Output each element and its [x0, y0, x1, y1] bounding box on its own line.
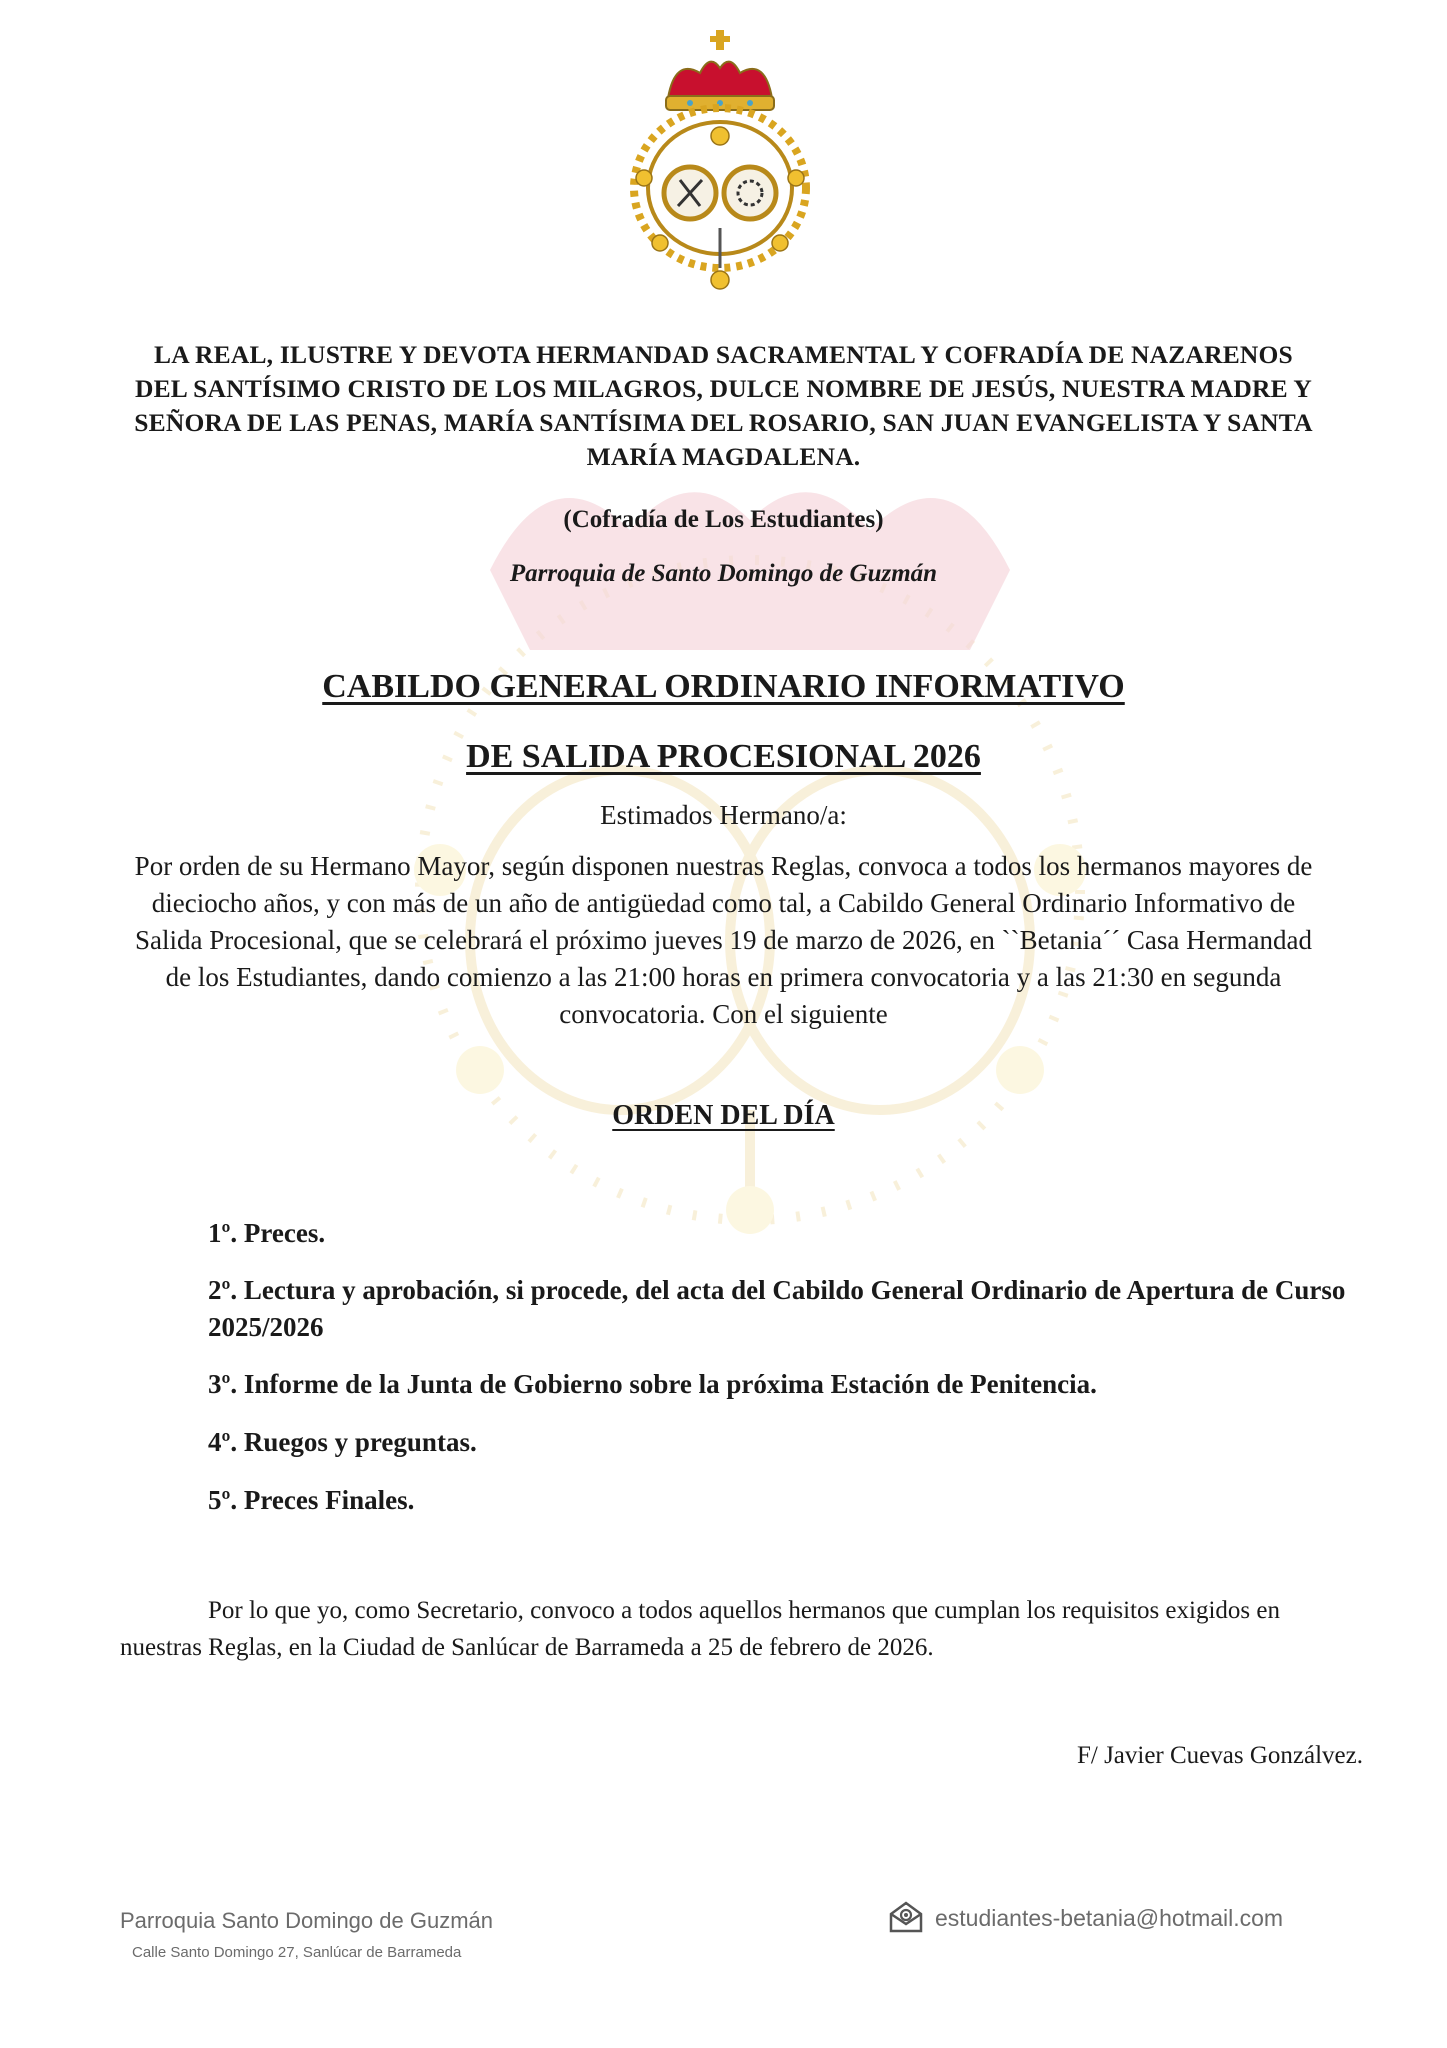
greeting: Estimados Hermano/a:	[600, 800, 847, 830]
document-title-line-1: CABILDO GENERAL ORDINARIO INFORMATIVO	[322, 668, 1125, 705]
envelope-at-icon	[888, 1900, 924, 1934]
footer-address: Calle Santo Domingo 27, Sanlúcar de Barrameda	[132, 1944, 462, 1961]
document-title-line-2: DE SALIDA PROCESIONAL 2026	[466, 738, 981, 775]
agenda-item: 5º. Preces Finales.	[208, 1485, 415, 1515]
cofradia-name: (Cofradía de Los Estudiantes)	[563, 506, 884, 533]
agenda-item: 1º. Preces.	[208, 1218, 326, 1248]
agenda-item: 3º. Informe de la Junta de Gobierno sobre la próxima Estación de Penitencia.	[208, 1369, 1097, 1399]
brotherhood-crest-icon	[620, 28, 820, 298]
closing-paragraph: Por lo que yo, como Secretario, convoco a todos aquellos hermanos que cumplan los requisitos exigidos en nuestras Reglas, en la Ciudad de Sanlúcar de Barrameda a 25 de febrero de 2026.	[120, 1597, 1280, 1661]
agenda-item: 2º. Lectura y aprobación, si procede, del acta del Cabildo General Ordinario de Apertura de Curso 2025/2026	[208, 1275, 1346, 1342]
footer-email-link[interactable]: estudiantes-betania@hotmail.com	[935, 1905, 1284, 1931]
secretary-signature: F/ Javier Cuevas Gonzálvez.	[1076, 1742, 1363, 1769]
agenda-item: 4º. Ruegos y preguntas.	[208, 1427, 477, 1457]
parroquia-line: Parroquia de Santo Domingo de Guzmán	[509, 560, 938, 587]
footer-parroquia: Parroquia Santo Domingo de Guzmán	[120, 1908, 493, 1933]
convocation-paragraph: Por orden de su Hermano Mayor, según disponen nuestras Reglas, convoca a todos los hermanos mayores de dieciocho años, y con más de un año de antigüedad como tal, a Cabildo General Ordinario Informativo de Salida Procesional, que se celebrará el próximo jueves 19 de marzo de 2026, en ``Betania´´ Casa Hermandad de los Estudiantes, dando comienzo a las 21:00 horas en primera convocatoria y a las 21:30 en segunda convocatoria. Con el siguiente	[134, 851, 1313, 1029]
agenda-heading: ORDEN DEL DÍA	[612, 1100, 835, 1131]
brotherhood-full-name: LA REAL, ILUSTRE Y DEVOTA HERMANDAD SACRAMENTAL Y COFRADÍA DE NAZARENOS DEL SANTÍSIMO CRISTO DE LOS MILAGROS, DULCE NOMBRE DE JESÚS, NUESTRA MADRE Y SEÑORA DE LAS PENAS, MARÍA SANTÍSIMA DEL ROSARIO, SAN JUAN EVANGELISTA Y SANTA MARÍA MAGDALENA.	[134, 340, 1313, 471]
